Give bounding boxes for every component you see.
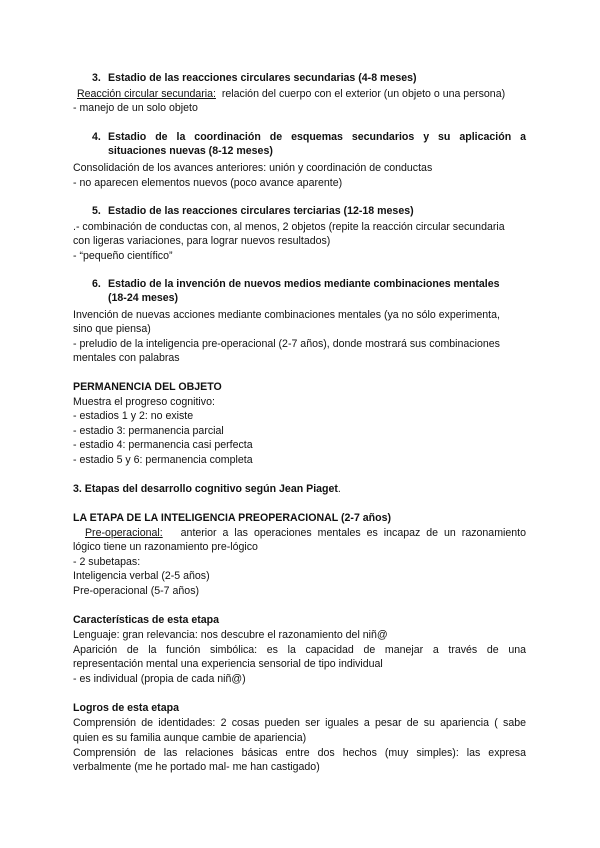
- logros-text-3: Comprensión de las relaciones básicas entre dos hechos (muy simples): las expresa: [73, 747, 526, 759]
- stage5-heading: 5. Estadio de las reacciones circulares terciarias (12-18 meses): [92, 205, 414, 217]
- stage3-term: Reacción circular secundaria:: [77, 88, 216, 100]
- stage5-text-2: con ligeras variaciones, para lograr nuevos resultados): [73, 235, 331, 247]
- preoperacional-term: Pre-operacional:: [84, 527, 163, 539]
- stage6-text-4: mentales con palabras: [73, 352, 180, 364]
- stage5-title: Estadio de las reacciones circulares terciarias (12-18 meses): [108, 205, 414, 217]
- caracteristicas-text-3: representación mental una experiencia sensorial de tipo individual: [73, 658, 383, 670]
- logros-text-1: Comprensión de identidades: 2 cosas pueden ser iguales a pesar de su apariencia ( sabe: [73, 717, 526, 729]
- logros-text-4: verbalmente (me he portado mal- me han castigado): [73, 761, 320, 773]
- stage3-heading: 3. Estadio de las reacciones circulares secundarias (4-8 meses): [92, 72, 417, 84]
- stage4-text-1: Consolidación de los avances anteriores: unión y coordinación de conductas: [73, 162, 433, 174]
- stage4-heading-line1: 4. Estadio de la coordinación de esquemas secundarios y su aplicación a: [92, 131, 526, 143]
- caracteristicas-text-2: Aparición de la función simbólica: es la capacidad de manejar a través de una: [73, 644, 526, 656]
- permanencia-item: - estadio 4: permanencia casi perfecta: [73, 439, 253, 451]
- preoperacional-definition: [73, 527, 526, 540]
- stage3-title: Estadio de las reacciones circulares secundarias (4-8 meses): [108, 72, 417, 84]
- permanencia-intro: Muestra el progreso cognitivo:: [73, 396, 215, 408]
- stage6-title: Estadio de la invención de nuevos medios mediante combinaciones mentales: [108, 278, 500, 290]
- permanencia-item: - estadio 3: permanencia parcial: [73, 425, 224, 437]
- stage3-definition-line: [77, 88, 505, 101]
- stage6-text-1: Invención de nuevas acciones mediante combinaciones mentales (ya no sólo experimenta,: [73, 309, 500, 321]
- logros-heading: Logros de esta etapa: [73, 702, 179, 714]
- stage5-text-3: - “pequeño científico”: [73, 250, 173, 262]
- preoperacional-text-3: - 2 subetapas:: [73, 556, 141, 568]
- stage3-point: - manejo de un solo objeto: [73, 102, 198, 114]
- caracteristicas-text-1: Lenguaje: gran relevancia: nos descubre el razonamiento del niñ@: [73, 629, 388, 641]
- permanencia-item: - estadios 1 y 2: no existe: [73, 410, 194, 422]
- stage6-text-3: - preludio de la inteligencia pre-operacional (2-7 años), donde mostrará sus combinaciones: [73, 338, 500, 350]
- permanencia-item: - estadio 5 y 6: permanencia completa: [73, 454, 253, 466]
- preoperacional-definition-text: anterior a las operaciones mentales es incapaz de un razonamiento: [180, 527, 526, 539]
- caracteristicas-text-4: - es individual (propia de cada niñ@): [73, 673, 246, 685]
- logros-text-2: quien es su familia aunque cambie de apariencia): [73, 732, 307, 744]
- stage6-text-2: sino que piensa): [73, 323, 151, 335]
- etapas-heading: 3. Etapas del desarrollo cognitivo según Jean Piaget.: [73, 483, 341, 495]
- preoperacional-heading: LA ETAPA DE LA INTELIGENCIA PREOPERACIONAL (2-7 años): [73, 512, 392, 524]
- stage4-title: Estadio de la coordinación de esquemas secundarios y su aplicación a: [108, 131, 526, 143]
- stage5-text-1: .- combinación de conductas con, al menos, 2 objetos (repite la reacción circular secundaria: [73, 221, 505, 233]
- caracteristicas-heading: Características de esta etapa: [73, 614, 220, 626]
- stage6-heading-line2: (18-24 meses): [108, 292, 179, 304]
- stage4-heading-line2: situaciones nuevas (8-12 meses): [108, 145, 273, 157]
- preoperacional-text-2: lógico tiene un razonamiento pre-lógico: [73, 541, 258, 553]
- preoperacional-text-5: Pre-operacional (5-7 años): [73, 585, 200, 597]
- preoperacional-text-4: Inteligencia verbal (2-5 años): [73, 570, 210, 582]
- stage4-text-2: - no aparecen elementos nuevos (poco avance aparente): [73, 177, 343, 189]
- stage3-definition: relación del cuerpo con el exterior (un objeto o una persona): [221, 88, 506, 100]
- permanencia-heading: PERMANENCIA DEL OBJETO: [73, 381, 222, 393]
- etapas-title: 3. Etapas del desarrollo cognitivo según Jean Piaget: [73, 483, 338, 495]
- stage6-heading-line1: 6. Estadio de la invención de nuevos medios mediante combinaciones mentales: [92, 278, 500, 290]
